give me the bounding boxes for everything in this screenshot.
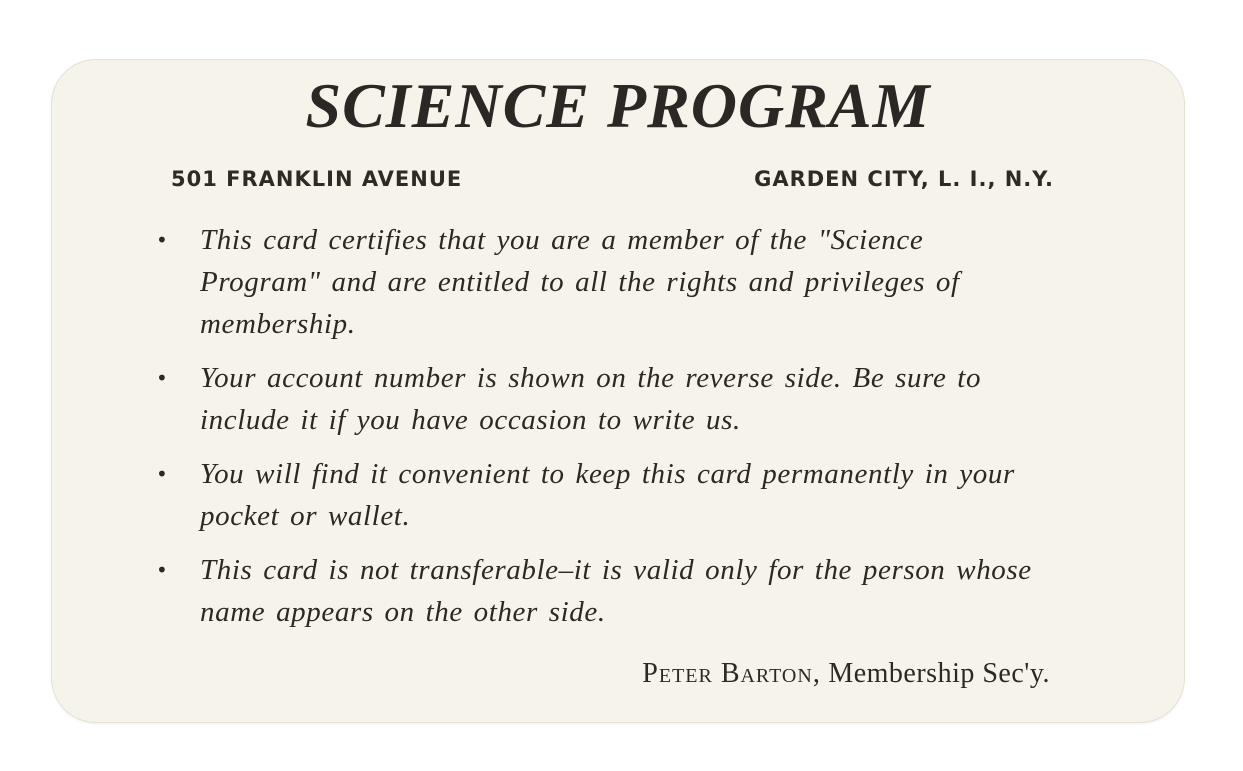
term-item [156,453,1050,537]
bullet-icon: • [156,462,169,486]
signature-title: Membership Sec'y. [828,658,1050,689]
term-item [156,357,1050,441]
bullet-icon: • [156,228,169,252]
bullet-icon: • [156,366,169,390]
signature-line [642,660,1050,688]
bullet-icon: • [156,558,169,582]
terms-list [156,219,1050,645]
term-item [156,549,1050,633]
city-address: GARDEN CITY, L. I., N.Y. [754,167,1054,191]
signature-name: Peter Barton, [642,658,821,689]
term-text: This card is not transferable–it is valid only for the person whose name appears on the other side. [200,554,1032,628]
term-item [156,219,1050,345]
term-text: You will find it convenient to keep this card permanently in your pocket or wallet. [200,458,1015,532]
card-title: SCIENCE PROGRAM [305,70,931,141]
term-text: This card certifies that you are a member of the "Science Program" and are entitled to all the rights and privileges of membership. [200,224,960,340]
street-address: 501 FRANKLIN AVENUE [171,167,463,191]
term-text: Your account number is shown on the reverse side. Be sure to include it if you have occasion to write us. [200,362,982,436]
membership-card [52,60,1184,722]
